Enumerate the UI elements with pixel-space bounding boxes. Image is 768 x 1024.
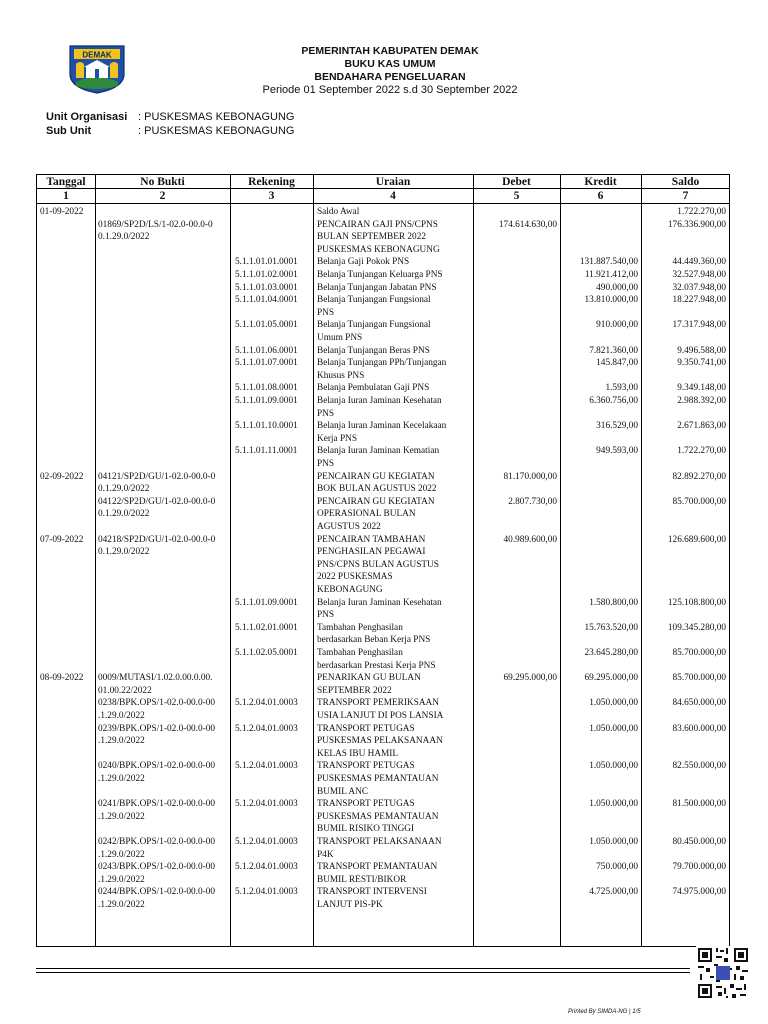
header-uraian: Uraian: [375, 176, 411, 188]
table-row: [37, 647, 729, 672]
cell-rekening: 5.1.1.01.09.0001: [235, 396, 298, 406]
header-debet: Debet: [502, 176, 531, 188]
cell-saldo: 2.671.863,00: [677, 421, 726, 432]
cell-uraian: PENCAIRAN GU KEGIATAN OPERASIONAL BULAN AGUSTUS 2022: [317, 496, 435, 532]
logo-text: DEMAK: [82, 50, 112, 60]
cell-uraian: Belanja Iuran Jaminan Kecelakaan Kerja PNS: [317, 421, 447, 444]
cell-rekening: 5.1.1.01.05.0001: [235, 320, 298, 331]
header-book-title: BUKU KAS UMUM: [344, 58, 436, 70]
cell-kredit: 1.050.000,00: [589, 698, 638, 709]
header-saldo: Saldo: [671, 176, 700, 188]
cell-rekening: 5.1.2.04.01.0003: [235, 698, 298, 709]
header-treasurer: BENDAHARA PENGELUARAN: [314, 71, 466, 83]
header-period: Periode 01 September 2022 s.d 30 September 2022: [262, 84, 518, 96]
cell-saldo: 125.108.800,00: [667, 597, 726, 608]
cell-saldo: 126.689.600,00: [667, 534, 726, 545]
qr-code-icon: [696, 946, 750, 1000]
table-row: [37, 836, 729, 861]
table-row: [37, 282, 729, 295]
cell-uraian: Belanja Tunjangan Jabatan PNS: [317, 282, 437, 293]
table-row: [37, 886, 729, 911]
cell-rekening: 5.1.1.01.09.0001: [235, 597, 298, 608]
cell-no-bukti: 04122/SP2D/GU/1-02.0-00.0-0 0.1.29.0/2022: [98, 496, 216, 520]
table-row: [37, 534, 729, 597]
cell-kredit: 4.725.000,00: [589, 887, 638, 898]
col-number-6: 6: [597, 190, 604, 202]
cell-tanggal: 02-09-2022: [40, 471, 84, 482]
cell-uraian: Tambahan Penghasilan berdasarkan Beban Kerja PNS: [317, 622, 431, 646]
cell-uraian: Belanja Gaji Pokok PNS: [317, 257, 410, 268]
cell-rekening: 5.1.1.01.01.0001: [235, 257, 298, 268]
cell-kredit: 7.821.360,00: [589, 345, 638, 356]
cell-saldo: 32.527.948,00: [672, 270, 726, 280]
cell-no-bukti: 0239/BPK.OPS/1-02.0-00.0-00 .1.29.0/2022: [98, 723, 215, 747]
unit-organisasi-row: [46, 111, 294, 123]
cell-saldo: 176.336.900,00: [667, 219, 726, 230]
cell-rekening: 5.1.1.01.04.0001: [235, 295, 298, 306]
cell-tanggal: 01-09-2022: [40, 207, 84, 217]
table-row: [37, 445, 729, 470]
cell-kredit: 1.050.000,00: [589, 761, 638, 772]
table-row: [37, 345, 729, 358]
cell-saldo: 80.450.000,00: [672, 837, 726, 847]
cell-saldo: 83.600.000,00: [672, 723, 726, 734]
table-row: [37, 256, 729, 269]
cell-saldo: 9.349.148,00: [677, 383, 726, 394]
cell-kredit: 23.645.280,00: [584, 648, 638, 658]
table-row: [37, 798, 729, 836]
cell-uraian: Belanja Tunjangan Fungsional Umum PNS: [317, 320, 431, 343]
cell-saldo: 85.700.000,00: [672, 496, 726, 507]
cell-uraian: TRANSPORT PEMANTAUAN BUMIL RESTI/BIKOR: [317, 862, 438, 885]
header-government: PEMERINTAH KABUPATEN DEMAK: [301, 45, 479, 57]
cell-saldo: 17.317.948,00: [672, 320, 726, 331]
cell-kredit: 910.000,00: [596, 320, 638, 331]
cell-saldo: 9.496.588,00: [677, 345, 726, 356]
cell-saldo: 9.350.741,00: [677, 358, 726, 369]
footer-divider: [36, 968, 690, 969]
footer-divider-2: [36, 972, 690, 973]
cell-uraian: Belanja Tunjangan Keluarga PNS: [317, 270, 443, 280]
header-tanggal: Tanggal: [46, 176, 86, 188]
cell-no-bukti: 0242/BPK.OPS/1-02.0-00.0-00 .1.29.0/2022: [98, 837, 215, 860]
cell-uraian: TRANSPORT PEMERIKSAAN USIA LANJUT DI POS LANSIA: [317, 698, 444, 721]
cell-kredit: 15.763.520,00: [584, 622, 638, 633]
sub-unit-value: : PUSKESMAS KEBONAGUNG: [138, 125, 295, 137]
table-row: [37, 382, 729, 395]
cell-rekening: 5.1.1.01.03.0001: [235, 282, 298, 293]
col-number-4: 4: [390, 190, 396, 202]
cell-uraian: Belanja Pembulatan Gaji PNS: [317, 383, 430, 394]
cell-kredit: 1.050.000,00: [589, 837, 638, 847]
cell-no-bukti: 0238/BPK.OPS/1-02.0-00.0-00 .1.29.0/2022: [98, 698, 215, 721]
header-kredit: Kredit: [584, 176, 617, 188]
cell-tanggal: 07-09-2022: [40, 534, 84, 545]
table-row: [37, 723, 729, 761]
col-number-2: 2: [159, 190, 166, 202]
unit-organisasi-label: Unit Organisasi: [46, 111, 128, 123]
cell-saldo: 82.892.270,00: [672, 471, 726, 482]
table-row: [37, 395, 729, 420]
table-row: [37, 206, 729, 219]
cell-kredit: 316.529,00: [596, 421, 638, 432]
unit-organisasi-value: : PUSKESMAS KEBONAGUNG: [138, 111, 295, 123]
cell-kredit: 69.295.000,00: [584, 673, 638, 684]
cell-uraian: TRANSPORT PETUGAS PUSKESMAS PEMANTAUAN BUMIL RISIKO TINGGI: [317, 799, 439, 835]
cell-uraian: TRANSPORT PETUGAS PUSKESMAS PELAKSANAAN KELAS IBU HAMIL: [317, 723, 443, 759]
table-row: [37, 319, 729, 344]
cell-saldo: 18.227.948,00: [672, 295, 726, 306]
cell-debet: 81.170.000,00: [503, 471, 557, 482]
cell-no-bukti: 01869/SP2D/LS/1-02.0-00.0-0 0.1.29.0/2022: [98, 219, 213, 243]
cell-rekening: 5.1.2.04.01.0003: [235, 761, 298, 772]
cell-kredit: 1.050.000,00: [589, 723, 638, 734]
cell-kredit: 750.000,00: [596, 862, 638, 873]
cell-saldo: 109.345.280,00: [667, 622, 726, 633]
sub-unit-row: [46, 125, 294, 137]
cell-uraian: PENCAIRAN GAJI PNS/CPNS BULAN SEPTEMBER 2022 PUSKESMAS KEBONAGUNG: [317, 219, 440, 255]
cell-no-bukti: 0009/MUTASI/1.02.0.00.0.00. 01.00.22/2022: [98, 673, 213, 696]
cell-kredit: 11.921.412,00: [584, 270, 638, 280]
cell-saldo: 74.975.000,00: [672, 887, 726, 898]
sub-unit-label: Sub Unit: [46, 125, 92, 137]
cell-no-bukti: 04218/SP2D/GU/1-02.0-00.0-0 0.1.29.0/2022: [98, 534, 216, 558]
cell-rekening: 5.1.2.04.01.0003: [235, 862, 298, 873]
col-number-3: 3: [268, 190, 275, 202]
cell-saldo: 85.700.000,00: [672, 673, 726, 684]
cell-kredit: 145.847,00: [596, 358, 638, 369]
cell-uraian: Belanja Iuran Jaminan Kesehatan PNS: [317, 597, 442, 621]
cell-saldo: 81.500.000,00: [672, 799, 726, 810]
table-row: [37, 269, 729, 282]
table-row: [37, 622, 729, 647]
col-number-5: 5: [513, 190, 520, 202]
cell-rekening: 5.1.1.01.06.0001: [235, 345, 298, 356]
cell-debet: 40.989.600,00: [503, 534, 557, 545]
cell-rekening: 5.1.2.04.01.0003: [235, 887, 298, 898]
cell-debet: 2.807.730,00: [508, 496, 557, 507]
table-row: [37, 420, 729, 445]
cell-rekening: 5.1.2.04.01.0003: [235, 837, 298, 847]
cell-uraian: TRANSPORT PELAKSANAAN P4K: [317, 837, 442, 860]
cell-kredit: 6.360.756,00: [589, 396, 638, 406]
cell-saldo: 44.449.360,00: [672, 257, 726, 268]
cell-uraian: TRANSPORT PETUGAS PUSKESMAS PEMANTAUAN BUMIL ANC: [317, 761, 439, 797]
cell-uraian: PENCAIRAN TAMBAHAN PENGHASILAN PEGAWAI PNS/CPNS BULAN AGUSTUS 2022 PUSKESMAS KEBONAGUNG: [317, 534, 439, 595]
table-row: [37, 597, 729, 622]
cell-uraian: Belanja Iuran Jaminan Kesehatan PNS: [317, 396, 442, 419]
cell-no-bukti: 0240/BPK.OPS/1-02.0-00.0-00 .1.29.0/2022: [98, 761, 215, 784]
cell-tanggal: 08-09-2022: [40, 673, 84, 684]
cell-debet: 174.614.630,00: [498, 219, 557, 230]
cell-kredit: 13.810.000,00: [584, 295, 638, 306]
cell-no-bukti: 0243/BPK.OPS/1-02.0-00.0-00 .1.29.0/2022: [98, 862, 215, 885]
header-no-bukti: No Bukti: [140, 176, 185, 188]
table-row: [37, 496, 729, 534]
cell-kredit: 1.050.000,00: [589, 799, 638, 810]
cell-rekening: 5.1.2.04.01.0003: [235, 799, 298, 810]
col-number-1: 1: [63, 190, 69, 202]
table-row: [37, 697, 729, 722]
cell-saldo: 1.722.270,00: [677, 446, 726, 457]
cell-rekening: 5.1.1.01.10.0001: [235, 421, 298, 432]
table-row: [37, 219, 729, 257]
cell-uraian: Saldo Awal: [317, 207, 360, 217]
cell-no-bukti: 04121/SP2D/GU/1-02.0-00.0-0 0.1.29.0/2022: [98, 471, 216, 495]
cell-no-bukti: 0241/BPK.OPS/1-02.0-00.0-00 .1.29.0/2022: [98, 799, 215, 822]
cell-uraian: PENCAIRAN GU KEGIATAN BOK BULAN AGUSTUS 2022: [317, 471, 437, 495]
cell-saldo: 84.650.000,00: [672, 698, 726, 709]
cell-uraian: Belanja Tunjangan Fungsional PNS: [317, 295, 431, 318]
cell-uraian: Belanja Tunjangan Beras PNS: [317, 345, 430, 356]
cell-uraian: TRANSPORT INTERVENSI LANJUT PIS-PK: [317, 887, 427, 910]
table-row: [37, 471, 729, 496]
cell-no-bukti: 0244/BPK.OPS/1-02.0-00.0-00 .1.29.0/2022: [98, 887, 215, 910]
ledger-table: [36, 174, 730, 947]
cell-rekening: 5.1.1.02.05.0001: [235, 648, 298, 658]
cell-rekening: 5.1.1.01.02.0001: [235, 270, 298, 280]
cell-kredit: 1.580.800,00: [589, 597, 638, 608]
cell-uraian: Belanja Iuran Jaminan Kematian PNS: [317, 446, 440, 469]
cell-rekening: 5.1.2.04.01.0003: [235, 723, 298, 734]
cell-kredit: 949.593,00: [596, 446, 638, 457]
table-row: [37, 294, 729, 319]
cell-kredit: 490.000,00: [596, 282, 638, 293]
cell-saldo: 79.700.000,00: [672, 862, 726, 873]
kabupaten-demak-logo: [66, 42, 128, 94]
table-row: [37, 357, 729, 382]
cell-saldo: 85.700.000,00: [672, 648, 726, 658]
col-number-7: 7: [682, 190, 689, 202]
cell-saldo: 82.550.000,00: [672, 761, 726, 772]
printed-by: Printed By SIMDA-NG | 1/5: [568, 1009, 641, 1015]
cell-uraian: PENARIKAN GU BULAN SEPTEMBER 2022: [317, 673, 421, 696]
cell-uraian: Tambahan Penghasilan berdasarkan Prestasi Kerja PNS: [317, 648, 436, 671]
cell-saldo: 32.037.948,00: [672, 282, 726, 293]
cell-debet: 69.295.000,00: [503, 673, 557, 684]
cell-kredit: 1.593,00: [605, 383, 638, 394]
cell-saldo: 1.722.270,00: [677, 207, 726, 217]
table-row: [37, 861, 729, 886]
cell-saldo: 2.988.392,00: [677, 396, 726, 406]
cell-rekening: 5.1.1.01.07.0001: [235, 358, 298, 369]
cell-rekening: 5.1.1.01.11.0001: [235, 446, 298, 457]
cell-kredit: 131.887.540,00: [579, 257, 638, 268]
table-row: [37, 672, 729, 697]
cell-rekening: 5.1.1.01.08.0001: [235, 383, 298, 394]
cell-uraian: Belanja Tunjangan PPh/Tunjangan Khusus PNS: [317, 358, 447, 381]
table-row: [37, 760, 729, 798]
cell-rekening: 5.1.1.02.01.0001: [235, 622, 298, 633]
header-rekening: Rekening: [248, 176, 295, 188]
